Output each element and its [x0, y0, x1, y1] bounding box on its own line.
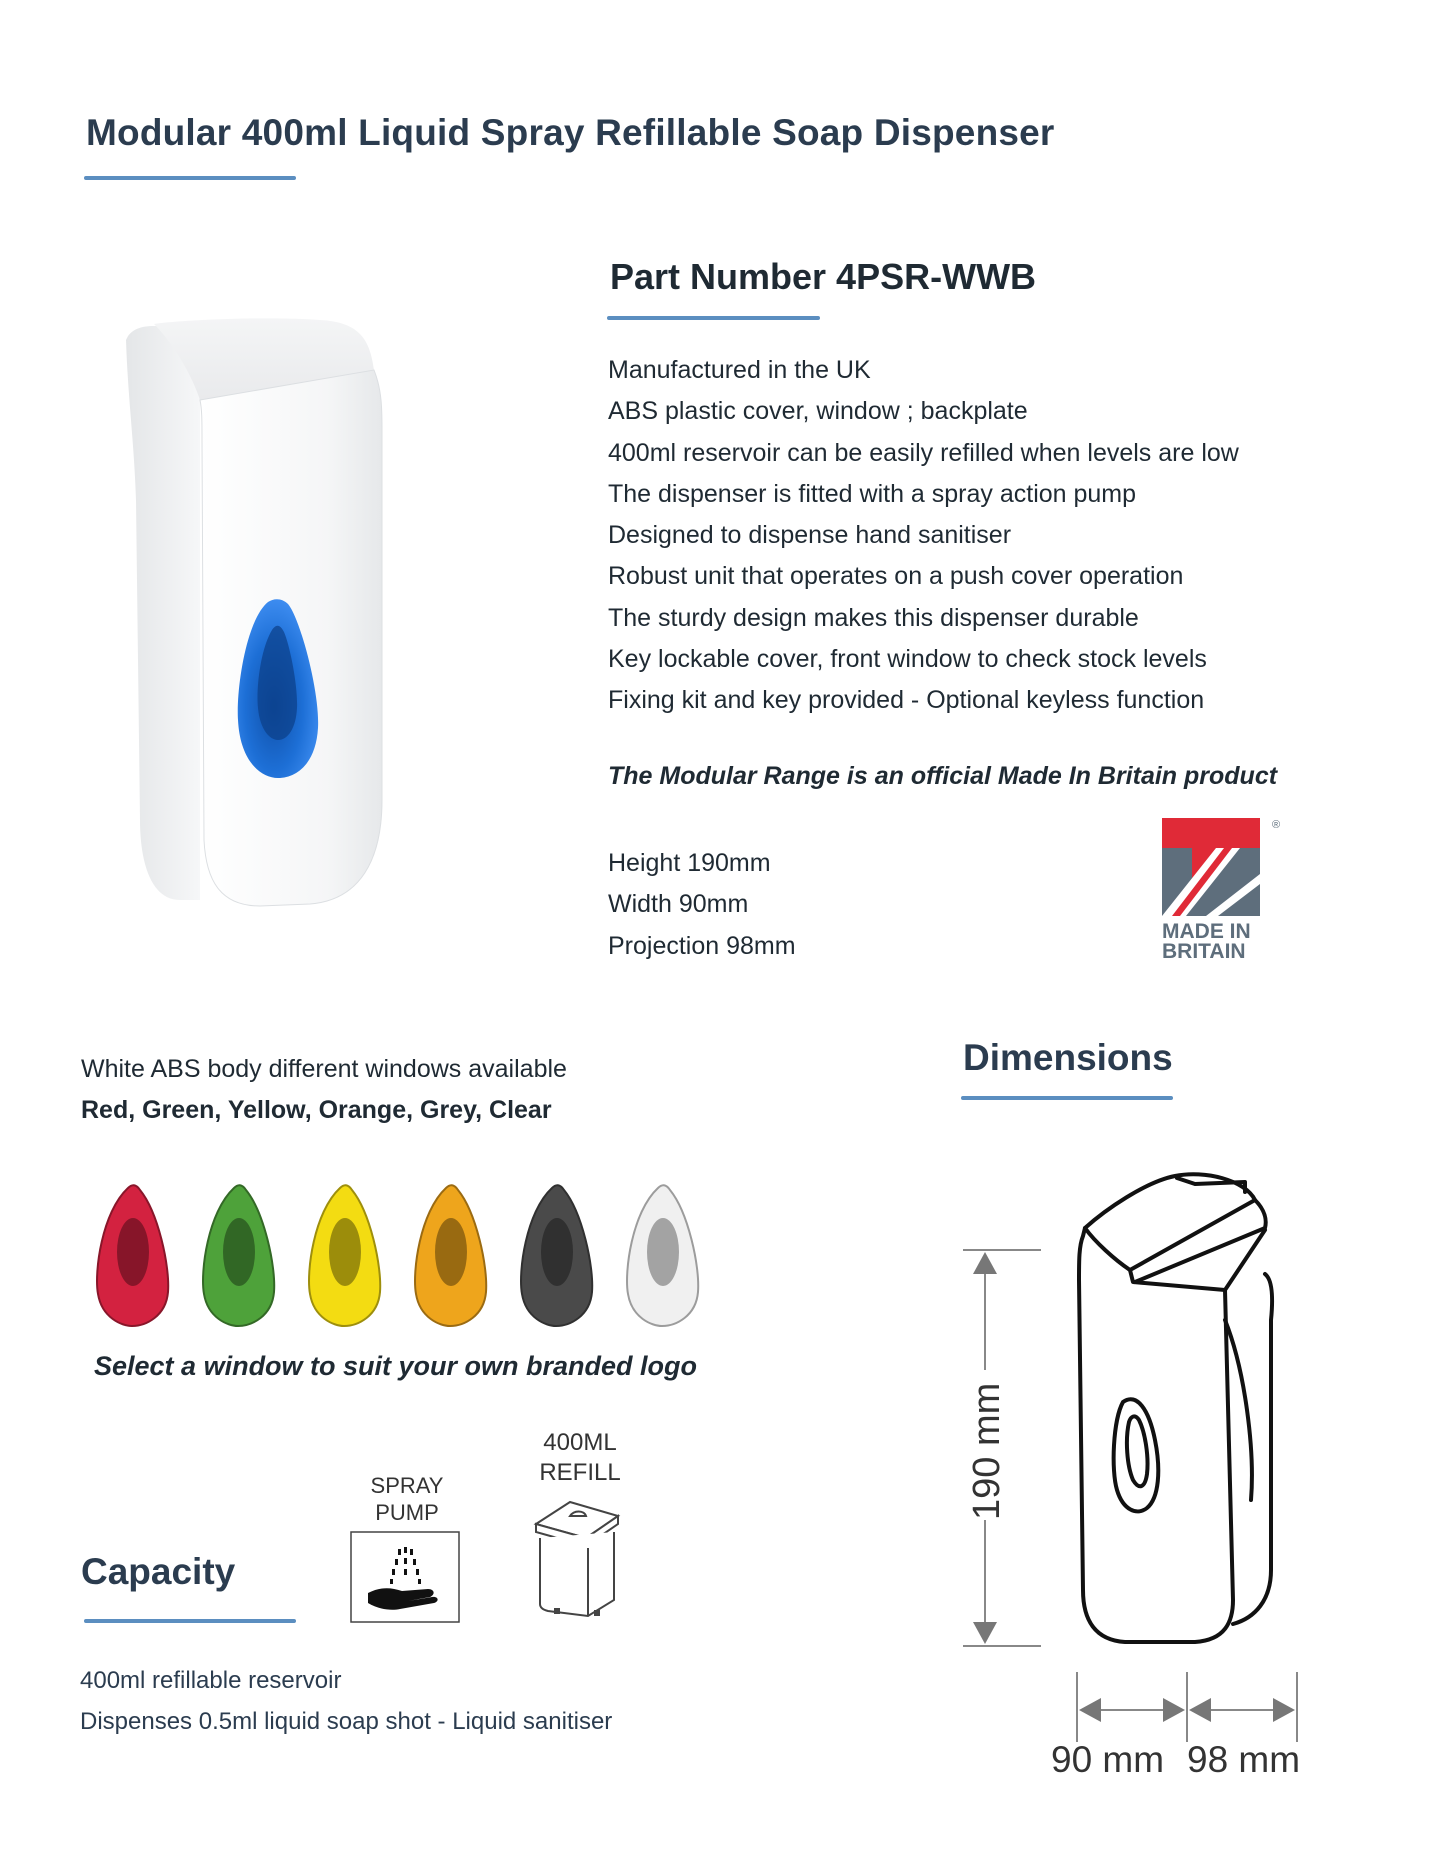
list-item: Width 90mm [608, 890, 749, 919]
list-item: The sturdy design makes this dispenser durable [608, 603, 1139, 632]
list-item: ABS plastic cover, window ; backplate [608, 397, 1028, 426]
projection-label: 98 mm [1187, 1739, 1301, 1780]
spray-pump-icon [350, 1531, 460, 1623]
capacity-list [80, 1660, 612, 1743]
product-image [120, 300, 460, 920]
page-title: Modular 400ml Liquid Spray Refillable Soap Dispenser [86, 112, 1055, 153]
window-colors-text: Red, Green, Yellow, Orange, Grey, Clear [81, 1096, 552, 1124]
list-item: Projection 98mm [608, 931, 796, 960]
title-underline [84, 176, 296, 180]
windows-intro [81, 1049, 567, 1131]
refill-label-line2: REFILL [539, 1459, 621, 1486]
capacity-heading: Capacity [81, 1551, 236, 1592]
list-item: Dispenses 0.5ml liquid soap shot - Liquid sanitiser [80, 1708, 613, 1736]
mib-line2: BRITAIN [1162, 940, 1246, 963]
refill-label-line1: 400ML [543, 1429, 617, 1456]
list-item: Height 190mm [608, 849, 771, 877]
spray-pump-label [362, 1472, 452, 1526]
window-swatch [97, 1185, 168, 1326]
list-item: The dispenser is fitted with a spray action pump [608, 479, 1137, 508]
select-window-text: Select a window to suit your own branded logo [94, 1351, 698, 1381]
dimensions-list [608, 843, 796, 967]
part-number-underline [607, 316, 820, 320]
made-in-britain-logo [1162, 818, 1282, 964]
list-item: Robust unit that operates on a push cover operation [608, 562, 1184, 591]
window-swatch [203, 1185, 274, 1326]
spray-pump-label-line2: PUMP [375, 1500, 439, 1525]
official-statement: The Modular Range is an official Made In Britain product [608, 762, 1278, 790]
refill-icon [530, 1496, 626, 1620]
dimensions-drawing [955, 1170, 1335, 1830]
windows-intro-text: White ABS body different windows available [81, 1055, 567, 1083]
part-number-heading: Part Number 4PSR-WWB [610, 256, 1037, 297]
list-item: Designed to dispense hand sanitiser [608, 521, 1012, 550]
list-item: Manufactured in the UK [608, 356, 871, 384]
features-list [608, 350, 1239, 722]
window-swatch [415, 1185, 486, 1326]
spray-pump-label-line1: SPRAY [370, 1473, 444, 1498]
window-swatches [92, 1182, 702, 1330]
registered-mark: ® [1272, 819, 1281, 831]
dimensions-underline [961, 1096, 1173, 1100]
capacity-underline [84, 1619, 296, 1623]
window-swatch [309, 1185, 380, 1326]
list-item: Fixing kit and key provided - Optional keyless function [608, 686, 1205, 715]
width-label: 90 mm [1051, 1739, 1165, 1780]
list-item: 400ml reservoir can be easily refilled when levels are low [608, 438, 1239, 467]
height-label: 190 mm [966, 1382, 1008, 1520]
refill-label [535, 1428, 625, 1488]
list-item: Key lockable cover, front window to check stock levels [608, 645, 1207, 674]
list-item: 400ml refillable reservoir [80, 1667, 342, 1694]
dimensions-heading: Dimensions [963, 1037, 1173, 1078]
mib-line1: MADE IN [1162, 920, 1251, 943]
window-swatch [627, 1185, 698, 1326]
window-swatch [521, 1185, 592, 1326]
